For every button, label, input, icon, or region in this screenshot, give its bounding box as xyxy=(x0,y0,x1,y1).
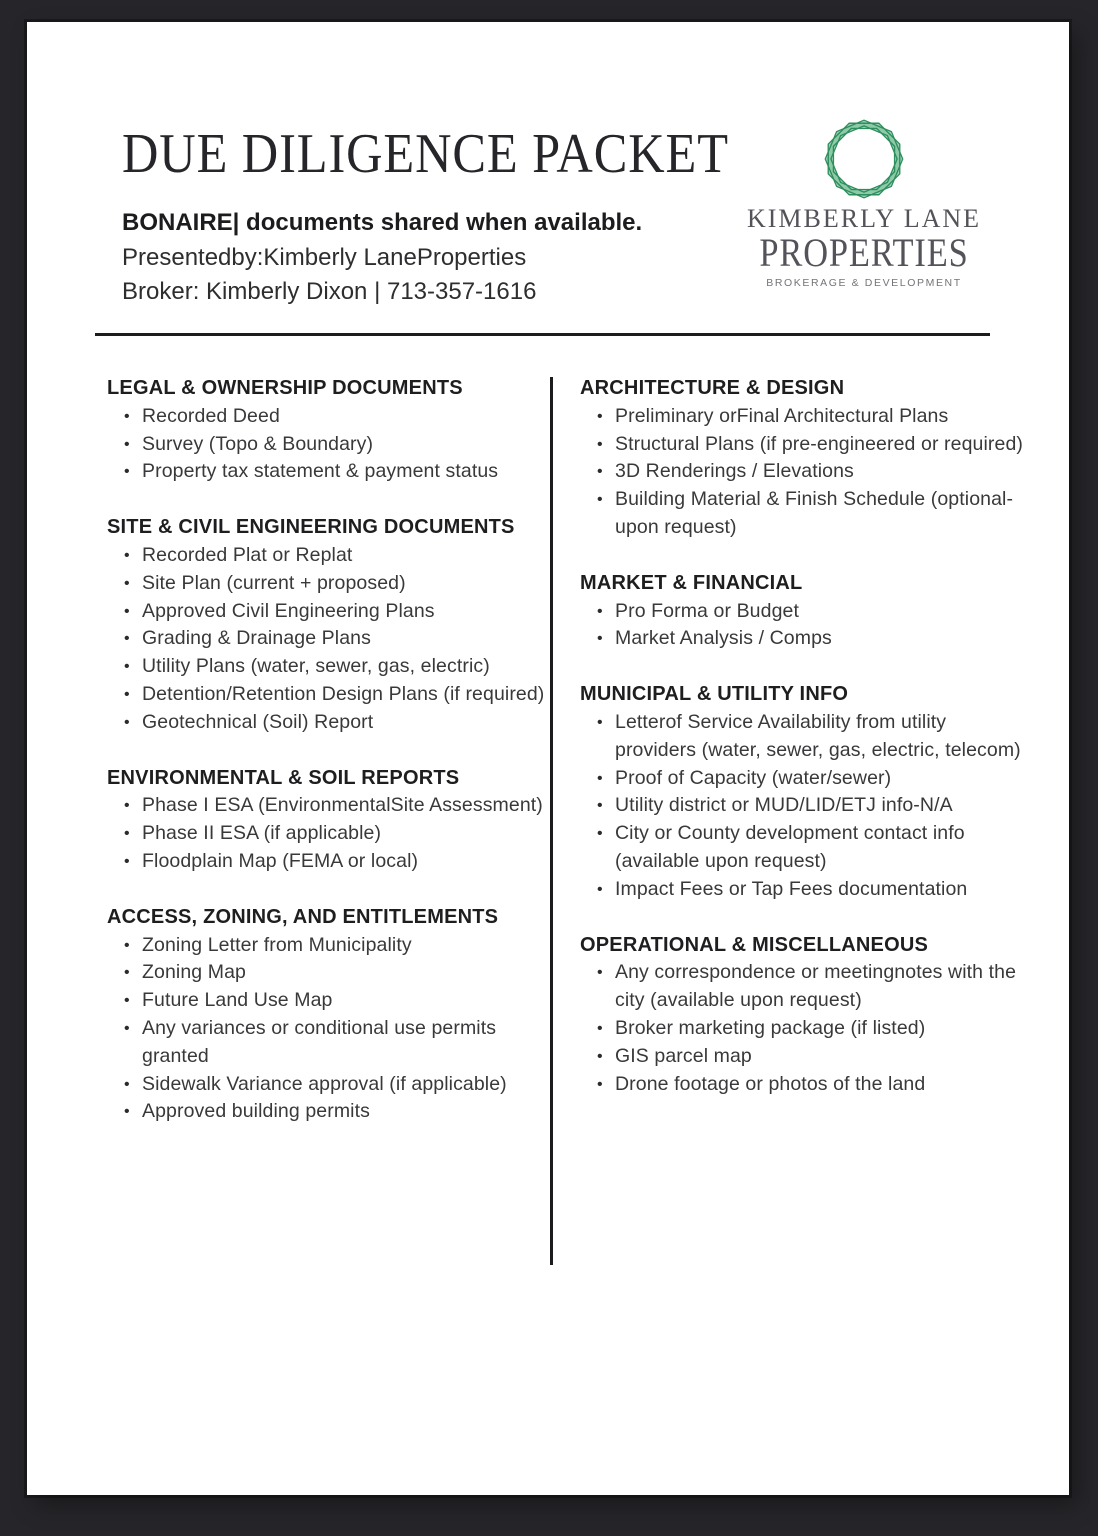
brand-name-line1: KIMBERLY LANE xyxy=(746,204,982,233)
checklist-item: • Survey (Topo & Boundary) xyxy=(107,431,550,459)
section-heading: ACCESS, ZONING, AND ENTITLEMENTS xyxy=(107,905,499,928)
checklist-item: • Floodplain Map (FEMA or local) xyxy=(107,848,550,876)
section-list xyxy=(107,932,550,1127)
section-heading: MUNICIPAL & UTILITY INFO xyxy=(580,683,849,706)
checklist-item: • Geotechnical (Soil) Report xyxy=(107,709,550,737)
content-left-column xyxy=(107,375,550,1126)
brand-tagline: BROKERAGE & DEVELOPMENT xyxy=(766,277,962,289)
checklist-item: • Zoning Letter from Municipality xyxy=(107,932,550,960)
checklist-item: • Property tax statement & payment status xyxy=(107,458,550,486)
checklist-item: • Recorded Plat or Replat xyxy=(107,542,550,570)
checklist-item: • 3D Renderings / Elevations xyxy=(580,458,1025,486)
section-heading: ARCHITECTURE & DESIGN xyxy=(580,377,845,399)
checklist-section xyxy=(107,765,550,876)
section-heading: ENVIRONMENTAL & SOIL REPORTS xyxy=(107,766,460,789)
section-list xyxy=(107,403,550,486)
checklist-item: • Utility Plans (water, sewer, gas, electric) xyxy=(107,653,550,681)
section-list xyxy=(580,598,1025,654)
section-list xyxy=(107,542,550,737)
section-heading: LEGAL & OWNERSHIP DOCUMENTS xyxy=(107,377,463,399)
checklist-item: • Structural Plans (if pre-engineered or required) xyxy=(580,431,1025,459)
checklist-section xyxy=(580,932,1025,1099)
checklist-item: • Impact Fees or Tap Fees documentation xyxy=(580,876,1025,904)
property-line: BONAIRE| documents shared when available. xyxy=(122,209,643,236)
brand-logo xyxy=(740,116,988,289)
checklist-item: • Future Land Use Map xyxy=(107,987,550,1015)
document-title: DUE DILIGENCE PACKET xyxy=(122,123,729,185)
checklist-section xyxy=(580,681,1025,903)
checklist-item: • Market Analysis / Comps xyxy=(580,625,1025,653)
intro-block xyxy=(122,206,722,310)
checklist-item: • Grading & Drainage Plans xyxy=(107,625,550,653)
section-list xyxy=(107,792,550,875)
document-page xyxy=(27,22,1069,1495)
checklist-item: • Detention/Retention Design Plans (if required) xyxy=(107,681,550,709)
checklist-item: • Drone footage or photos of the land xyxy=(580,1071,1025,1099)
checklist-section xyxy=(580,570,1025,653)
checklist-item: • Phase II ESA (if applicable) xyxy=(107,820,550,848)
checklist-item: • Phase I ESA (EnvironmentalSite Assessment) xyxy=(107,792,550,820)
checklist-item: • Sidewalk Variance approval (if applicable) xyxy=(107,1071,550,1099)
checklist-item: • Recorded Deed xyxy=(107,403,550,431)
checklist-section xyxy=(107,514,550,736)
content-right-column xyxy=(553,375,1025,1098)
checklist-item: • Pro Forma or Budget xyxy=(580,598,1025,626)
checklist-section xyxy=(580,375,1025,542)
checklist-item: • Utility district or MUD/LID/ETJ info-N/A xyxy=(580,792,1025,820)
section-list xyxy=(580,959,1025,1098)
section-heading: MARKET & FINANCIAL xyxy=(580,571,803,594)
checklist-item: • Preliminary orFinal Architectural Plans xyxy=(580,403,1025,431)
broker-line: Broker: Kimberly Dixon | 713-357-1616 xyxy=(122,278,537,305)
checklist-item: • City or County development contact info (available upon request) xyxy=(580,820,1025,876)
checklist-item: • Approved building permits xyxy=(107,1098,550,1126)
checklist-item: • Any variances or conditional use permits granted xyxy=(107,1015,550,1071)
section-list xyxy=(580,709,1025,904)
brand-name-line2: PROPERTIES xyxy=(759,230,969,275)
section-heading: SITE & CIVIL ENGINEERING DOCUMENTS xyxy=(107,516,515,539)
checklist-item: • Proof of Capacity (water/sewer) xyxy=(580,765,1025,793)
checklist-item: • Approved Civil Engineering Plans xyxy=(107,598,550,626)
checklist-item: • Letterof Service Availability from utility providers (water, sewer, gas, electric, telecom) xyxy=(580,709,1025,765)
section-list xyxy=(580,403,1025,542)
presented-by-line: Presentedby:Kimberly LaneProperties xyxy=(122,243,527,271)
header-divider xyxy=(95,333,990,336)
checklist-section xyxy=(107,904,550,1126)
checklist-item: • Site Plan (current + proposed) xyxy=(107,570,550,598)
checklist-columns xyxy=(107,375,1039,1265)
section-heading: OPERATIONAL & MISCELLANEOUS xyxy=(580,933,929,956)
checklist-item: • Broker marketing package (if listed) xyxy=(580,1015,1025,1043)
checklist-item: • Any correspondence or meetingnotes with the city (available upon request) xyxy=(580,959,1025,1015)
octagram-emblem-icon xyxy=(821,116,907,202)
checklist-item: • GIS parcel map xyxy=(580,1043,1025,1071)
checklist-item: • Zoning Map xyxy=(107,959,550,987)
checklist-section xyxy=(107,375,550,486)
checklist-item: • Building Material & Finish Schedule (optional-upon request) xyxy=(580,486,1025,542)
